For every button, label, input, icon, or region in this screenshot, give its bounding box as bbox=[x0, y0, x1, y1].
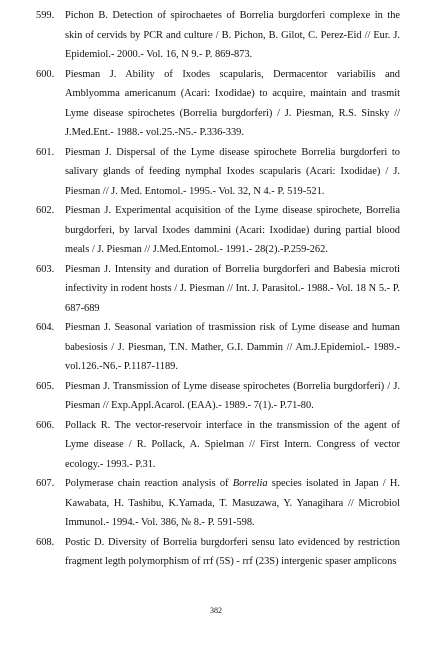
reference-text: Piesman J. Transmission of Lyme disease spirochetes (Borrelia burgdorferi) / J. Piesman // Exp.Appl.Acarol. (EAA).- 1989.- 7(1).- P.71-80. bbox=[65, 380, 400, 411]
reference-number: 605. bbox=[36, 380, 55, 392]
reference-item bbox=[36, 474, 400, 533]
reference-item bbox=[36, 318, 400, 377]
reference-list bbox=[36, 6, 400, 572]
reference-item bbox=[36, 416, 400, 475]
reference-text: Postic D. Diversity of Borrelia burgdorferi sensu lato evidenced by restriction fragment legth polymorphism of rrf (5S) - rrf (23S) intergenic spaser amplicons bbox=[65, 536, 400, 567]
reference-text: Polymerase chain reaction analysis of Borrelia species isolated in Japan / H. Kawabata, H. Tashibu, K.Yamada, T. Masuzawa, Y. Yanagihara // Microbiol Immunol.- 1994.- Vol. 386, № 8.- P. 591-598. bbox=[65, 478, 401, 528]
reference-text: Pichon B. Detection of spirochaetes of Borrelia burgdorferi complexe in the skin of cervids by PCR and culture / B. Pichon, B. Gilot, C. Perez-Eid // Eur. J. Epidemiol.- 2000.- Vol. 16, N 9.- P. 869-873. bbox=[65, 10, 400, 60]
reference-number: 607. bbox=[36, 478, 55, 489]
reference-text: Piesman J. Ability of Ixodes scapularis, Dermacentor variabilis and Amblyomma americanum (Acari: Ixodidae) to acquire, maintain and trasmit Lyme disease spirochetes (Borrelia burgdorferi) / J. Piesman, R.S. Sinsky // J.Med.Ent.- 1988.- vol.25.-N5.- P.336-339. bbox=[65, 68, 400, 138]
reference-number: 599. bbox=[36, 10, 55, 21]
reference-item bbox=[36, 65, 400, 143]
reference-item bbox=[36, 533, 400, 572]
reference-number: 603. bbox=[36, 263, 55, 275]
reference-item bbox=[36, 260, 400, 319]
reference-item bbox=[36, 143, 400, 202]
page-number: 382 bbox=[210, 606, 222, 615]
reference-text: Pollack R. The vector-reservoir interface in the transmission of the agent of Lyme disease / R. Pollack, A. Spielman // First Intern. Congress of vector ecology.- 1993.- P.31. bbox=[65, 419, 400, 470]
reference-item bbox=[36, 201, 400, 260]
reference-text: Piesman J. Seasonal variation of trasmission risk of Lyme disease and human babesiosis / J. Piesman, T.N. Mather, G.I. Dammin // Am.J.Epidemiol.- 1989.- vol.126.-N6.- P.1187-1189. bbox=[65, 322, 400, 372]
reference-item bbox=[36, 6, 400, 65]
reference-number: 601. bbox=[36, 146, 55, 158]
reference-text: Piesman J. Intensity and duration of Borrelia burgdorferi and Babesia microti infectivity in rodent hosts / J. Piesman // Int. J. Parasitol.- 1988.- Vol. 18 N 5.- P. 687-689 bbox=[65, 263, 400, 314]
reference-number: 606. bbox=[36, 419, 55, 431]
reference-number: 604. bbox=[36, 322, 55, 333]
reference-number: 608. bbox=[36, 536, 55, 548]
reference-text: Piesman J. Experimental acquisition of the Lyme disease spirochete, Borrelia burgdorferi, by larval Ixodes dammini (Acari: Ixodidae) during partial blood meals / J. Piesman // J.Med.Entomol.- 1991.- 28(2).-P.259-262. bbox=[65, 205, 400, 255]
reference-item bbox=[36, 377, 400, 416]
reference-number: 602. bbox=[36, 205, 55, 216]
reference-number: 600. bbox=[36, 68, 55, 80]
reference-text: Piesman J. Dispersal of the Lyme disease spirochete Borrelia burgdorferi to salivary glands of feeding nymphal Ixodes scapularis (Acari: Ixodidae) / J. Piesman // J. Med. Entomol.- 1995.- Vol. 32, N 4.- P. 519-521. bbox=[65, 146, 400, 197]
